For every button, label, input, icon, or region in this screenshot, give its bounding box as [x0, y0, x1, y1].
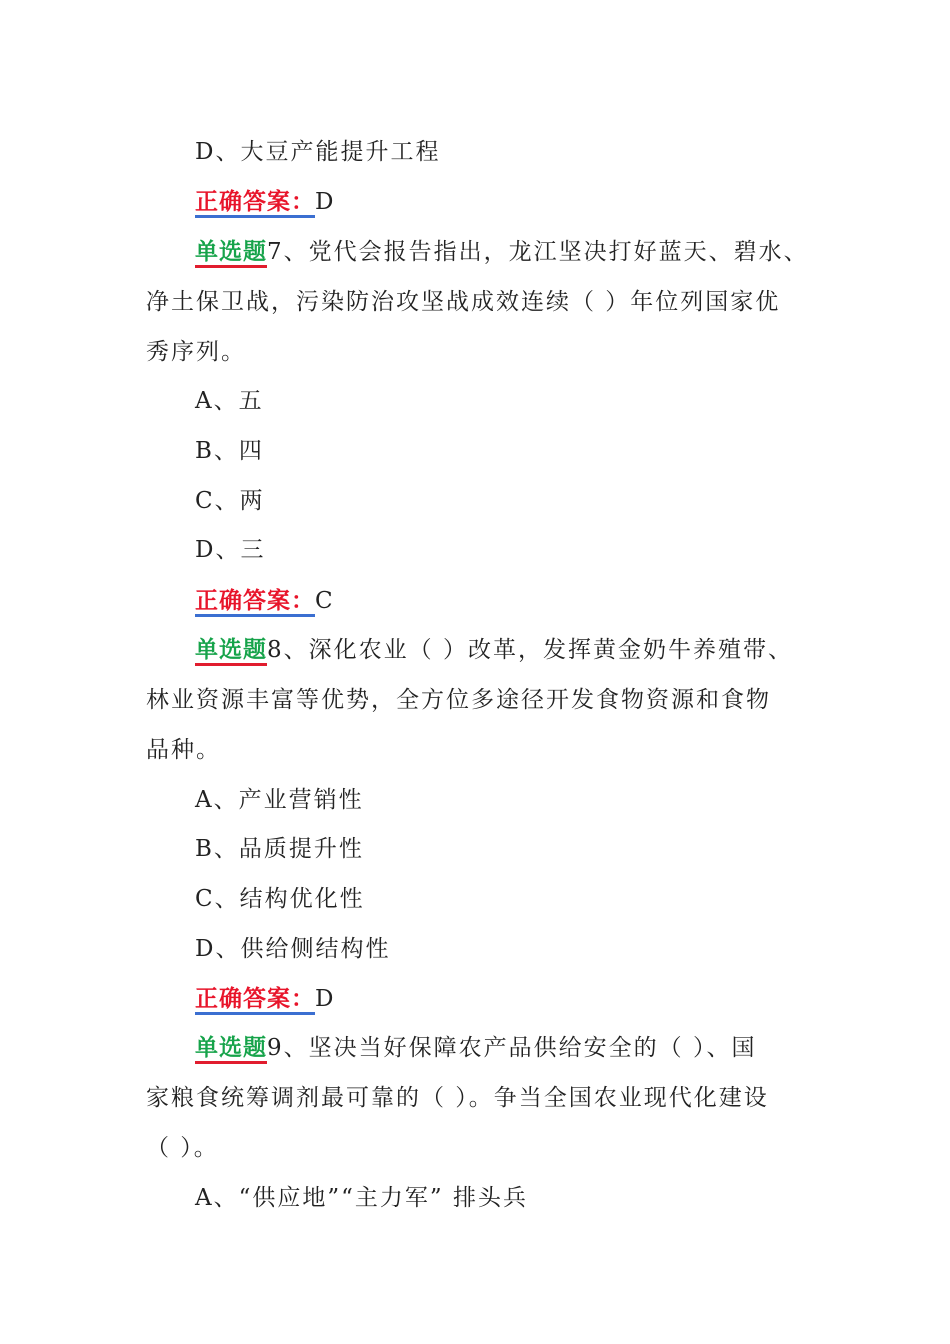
- answer-value: C: [315, 588, 335, 614]
- question-line-3: 品种。: [146, 737, 221, 763]
- answer-line: [195, 187, 335, 217]
- option-text: D、供给侧结构性: [195, 936, 391, 962]
- question-text: 7、党代会报告指出，龙江坚决打好蓝天、碧水、: [267, 239, 809, 265]
- question-line-2: 家粮食统筹调剂最可靠的（ ）。争当全国农业现代化建设: [146, 1085, 769, 1111]
- option-text: B、四: [195, 438, 264, 464]
- question-line-1: [195, 1033, 756, 1063]
- question-line-2: 净土保卫战，污染防治攻坚战成效连续（ ）年位列国家优: [146, 289, 781, 315]
- answer-value: D: [315, 189, 336, 215]
- option-text: A、产业营销性: [195, 787, 364, 813]
- question-type-tag: 单选题: [195, 637, 267, 666]
- answer-tag: 正确答案：: [195, 986, 315, 1015]
- option-text: B、品质提升性: [195, 836, 364, 862]
- option-text: A、五: [195, 388, 264, 414]
- option-text: C、两: [195, 488, 265, 514]
- option-text: D、大豆产能提升工程: [195, 139, 441, 165]
- question-type-tag: 单选题: [195, 1035, 267, 1064]
- option-text: D、三: [195, 537, 266, 563]
- answer-tag: 正确答案：: [195, 189, 315, 218]
- question-line-2: 林业资源丰富等优势，全方位多途径开发食物资源和食物: [146, 687, 771, 713]
- option-text: A、“供应地”“主力军” 排头兵: [195, 1185, 528, 1211]
- answer-line: [195, 586, 335, 616]
- question-line-1: [195, 237, 809, 267]
- answer-line: [195, 984, 335, 1014]
- answer-value: D: [315, 986, 336, 1012]
- question-line-3: （ ）。: [146, 1135, 219, 1161]
- question-line-3: 秀序列。: [146, 339, 246, 365]
- question-type-tag: 单选题: [195, 239, 267, 268]
- option-text: C、结构优化性: [195, 886, 365, 912]
- question-text: 8、深化农业（ ）改革，发挥黄金奶牛养殖带、: [267, 637, 793, 663]
- question-text: 9、坚决当好保障农产品供给安全的（ ）、国: [267, 1035, 757, 1061]
- question-line-1: [195, 635, 793, 665]
- answer-tag: 正确答案：: [195, 588, 315, 617]
